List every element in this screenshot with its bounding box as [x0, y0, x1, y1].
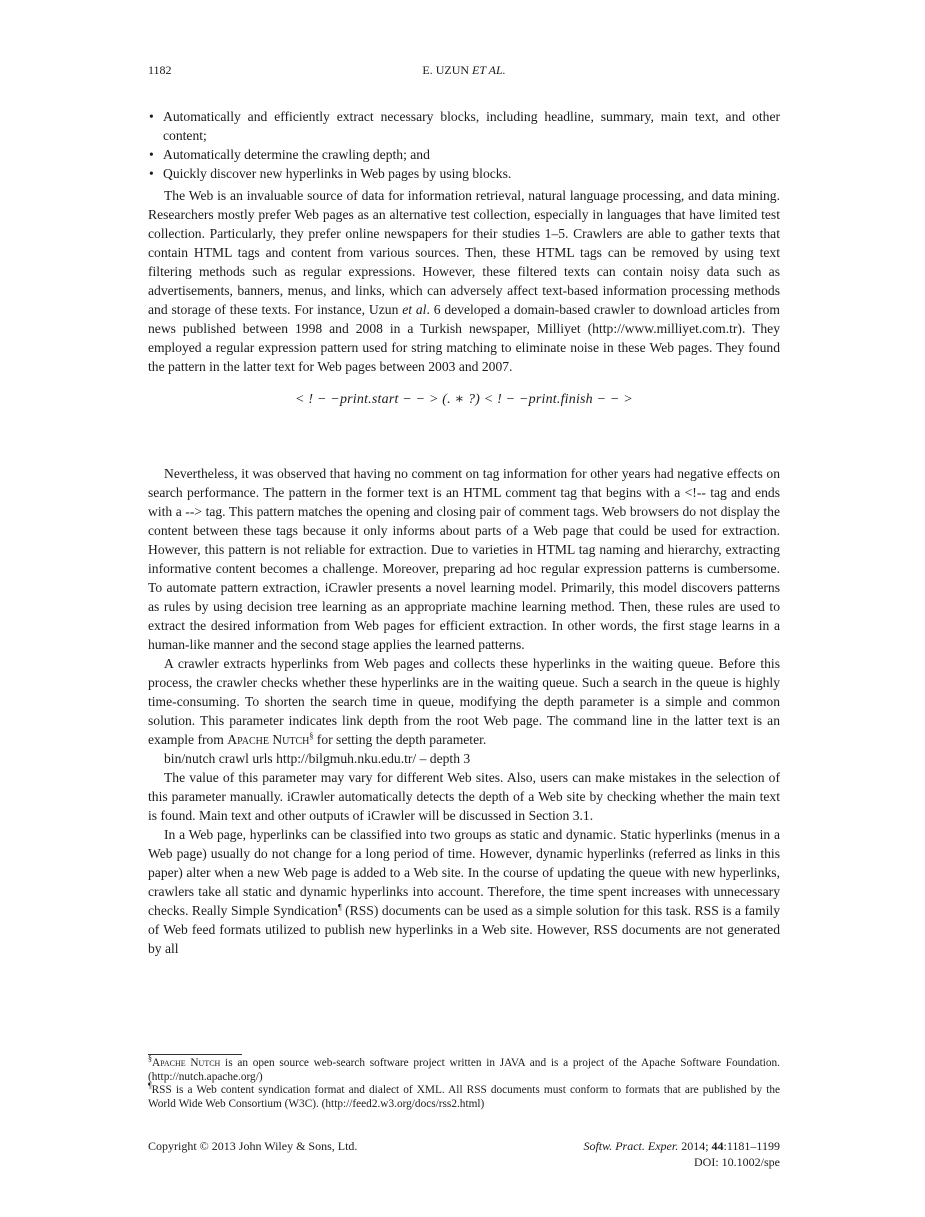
command-line: bin/nutch crawl urls http://bilgmuh.nku.edu.tr/ – depth 3: [164, 751, 471, 766]
copyright-notice: Copyright © 2013 John Wiley & Sons, Ltd.: [148, 1139, 358, 1153]
paragraph-web-data: The Web is an invaluable source of data for information retrieval, natural language processing, and data mining. Researchers mostly prefer Web pages as an alternative test collection, especially in languages that have limited test collection. Particularly, they prefer online newspapers for their studies 1–5. Crawlers are able to gather texts that contain HTML tags and content from various sources. Then, these HTML tags can be removed by using text filtering methods such as regular expressions. However, these filtered texts can contain noisy data such as advertisements, banners, menus, and links, which can adversely affect text-based information processing methods and storage of these texts. For instance, Uzun et al. 6 developed a domain-based crawler to download articles from news published between 1998 and 2008 in a Turkish newspaper, Milliyet (http://www.milliyet.com.tr). They employed a regular expression pattern used for string matching to eliminate noise in these Web pages. They found the pattern in the latter text for Web pages between 2003 and 2007.: [148, 188, 780, 374]
contribution-list: [148, 107, 780, 183]
footnote-ref: ¶: [337, 902, 342, 912]
running-header: [148, 63, 780, 81]
paragraph-pattern-learning: Nevertheless, it was observed that having no comment on tag information for other years had negative effects on search performance. The pattern in the former text is an HTML comment tag that begins with a <!-- tag and ends with a --> tag. This pattern matches the opening and closing pair of comment tags. Web browsers do not display the content between these tags because it only informs about parts of a Web page that could be used for extraction. However, this pattern is not reliable for extraction. Due to varieties in HTML tag naming and hierarchy, extracting informative content becomes a challenge. Moreover, preparing ad hoc regular expression patterns is cumbersome. To automate pattern extraction, iCrawler presents a novel learning model. Primarily, this model discovers patterns as rules by using decision tree learning as an appropriate machine learning method. Then, these rules are used to extract the desired information from Web pages for efficient extraction. In other words, the first stage learns in a human-like manner and the second stage applies the learned patterns.: [148, 466, 780, 652]
list-item: • Quickly discover new hyperlinks in Web pages by using blocks.: [149, 166, 512, 181]
product-name: Apache Nutch: [227, 732, 310, 747]
footnotes: [148, 1054, 780, 1111]
paragraph-crawl-depth: A crawler extracts hyperlinks from Web pages and collects these hyperlinks in the waiting queue. Before this process, the crawler checks whether these hyperlinks are in the waiting queue. Such a search in the queue is highly time-consuming. To shorten the search time in queue, modifying the depth parameter is a simple and common solution. This parameter indicates link depth from the root Web page. The command line in the latter text is an example from Apache Nutch§ for setting the depth parameter.: [148, 656, 780, 747]
footnote: §Apache Nutch is an open source web-search software project written in JAVA and is a project of the Apache Software Foundation. (http://nutch.apache.org/): [148, 1054, 780, 1083]
regex-pattern-formula: < ! − −print.start − − > (. ∗ ?) < ! − −print.finish − − >: [295, 392, 633, 407]
page-number: 1182: [148, 63, 172, 77]
bullet-icon: •: [149, 166, 154, 181]
list-item: • Automatically and efficiently extract necessary blocks, including headline, summary, main text, and other content;: [149, 109, 780, 143]
paragraph-depth-detection: The value of this parameter may vary for different Web sites. Also, users can make mistakes in the selection of this parameter manually. iCrawler automatically detects the depth of a Web site by checking whether the main text is found. Main text and other outputs of iCrawler will be discussed in Section 3.1.: [148, 770, 780, 823]
bullet-icon: •: [149, 147, 154, 162]
running-authors: E. UZUN ET AL.: [422, 63, 506, 77]
bullet-icon: •: [149, 109, 154, 124]
doi: DOI: 10.1002/spe: [694, 1155, 780, 1169]
list-item: • Automatically determine the crawling depth; and: [149, 147, 430, 162]
body-text: [148, 107, 780, 958]
paragraph-hyperlinks: In a Web page, hyperlinks can be classified into two groups as static and dynamic. Static hyperlinks (menus in a Web page) usually do not change for a long period of time. However, dynamic hyperlinks (referred as links in this paper) alter when a new Web page is added to a Web site. In the course of updating the queue with new hyperlinks, crawlers take all static and dynamic hyperlinks into account. Therefore, the time spent increases with unnecessary checks. Really Simple Syndication¶ (RSS) documents can be used as a simple solution for this task. RSS is a family of Web feed formats utilized to publish new hyperlinks in a Web site. However, RSS documents are not generated by all: [148, 827, 780, 956]
journal-citation: Softw. Pract. Exper. 2014; 44:1181–1199 DOI: 10.1002/spe: [583, 1139, 780, 1169]
footnote: ¶RSS is a Web content syndication format and dialect of XML. All RSS documents must conform to formats that are published by the World Wide Web Consortium (W3C). (http://feed2.w3.org/docs/rss2.html): [148, 1081, 780, 1110]
footnote-ref: §: [309, 731, 314, 741]
footnote-divider: [148, 1054, 242, 1055]
